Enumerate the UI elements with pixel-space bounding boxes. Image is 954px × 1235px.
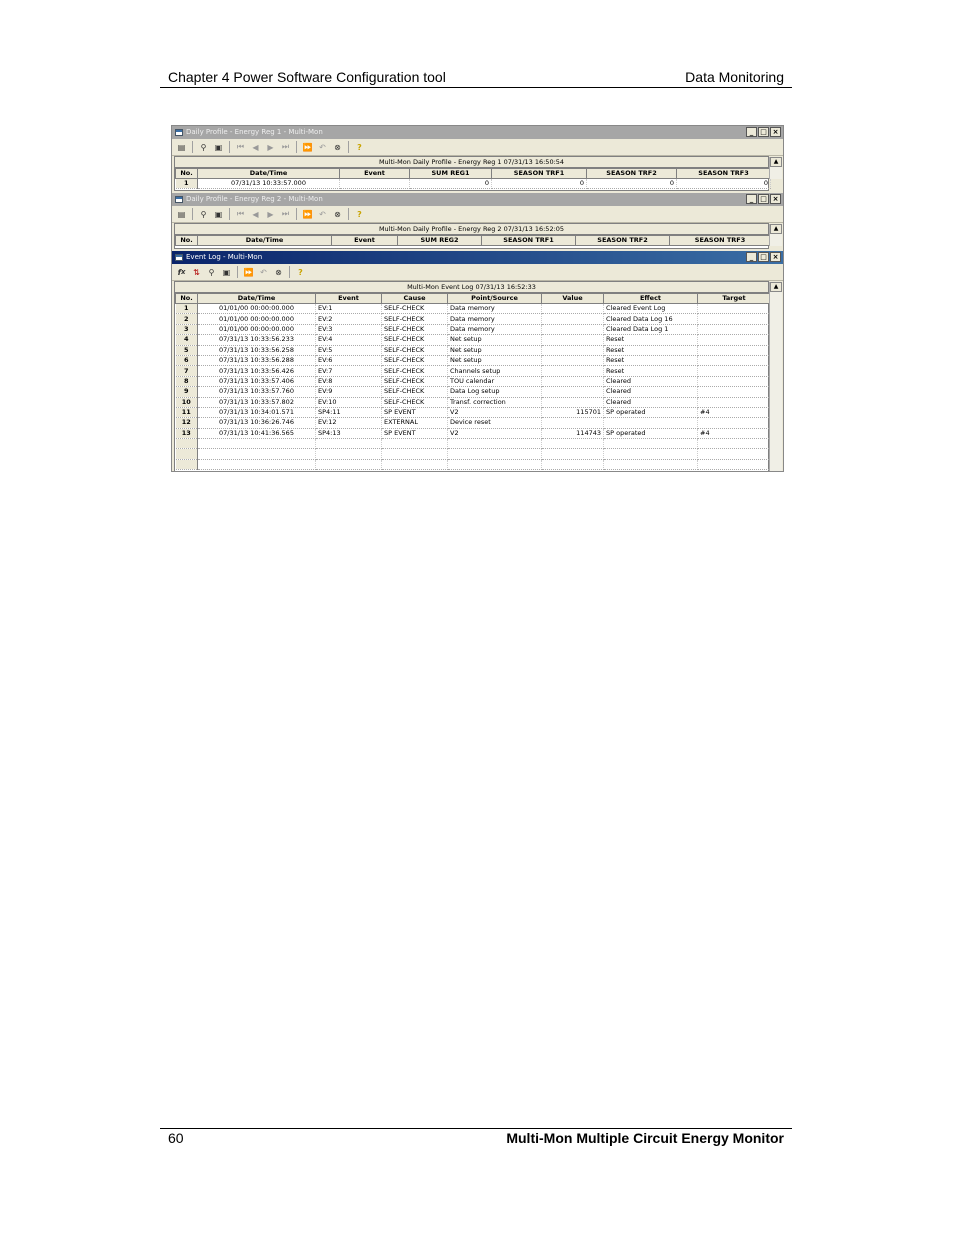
data-table-reg1: [175, 168, 771, 189]
row-number: 2: [176, 314, 198, 324]
cell-datetime: 07/31/13 10:41:36.565: [198, 428, 316, 438]
pin-icon[interactable]: ⚲: [200, 209, 207, 219]
cell-point-source: V2: [448, 407, 542, 417]
maximize-button[interactable]: □: [758, 127, 769, 137]
cell-datetime: 01/01/00 00:00:00.000: [198, 324, 316, 334]
cell-cause: SELF-CHECK: [382, 314, 448, 324]
table-header-row: [176, 294, 771, 304]
cell-point-source: Net setup: [448, 335, 542, 345]
cell-effect: Reset: [604, 366, 698, 376]
cell-datetime: 07/31/13 10:36:26.746: [198, 418, 316, 428]
cell-effect: SP operated: [604, 428, 698, 438]
cell-value: [542, 418, 604, 428]
cell-event: EV:3: [316, 324, 382, 334]
cell-cause: SP EVENT: [382, 428, 448, 438]
cell-datetime: 01/01/00 00:00:00.000: [198, 314, 316, 324]
table-row[interactable]: [176, 179, 771, 189]
cell-effect: SP operated: [604, 407, 698, 417]
cell-effect: Reset: [604, 345, 698, 355]
table-row[interactable]: [176, 459, 771, 469]
titlebar-reg1[interactable]: [172, 126, 783, 139]
window-daily-profile-reg2: [172, 193, 783, 251]
column-header[interactable]: Value: [542, 294, 604, 304]
cell-target: [698, 324, 771, 334]
column-header[interactable]: Effect: [604, 294, 698, 304]
table-row[interactable]: [176, 366, 771, 376]
row-number: 6: [176, 355, 198, 365]
window-app-icon: [175, 129, 183, 136]
table-row[interactable]: [176, 355, 771, 365]
stop-icon[interactable]: ⊗: [334, 209, 341, 219]
toolbar-separator: [192, 208, 193, 220]
cell-cause: SELF-CHECK: [382, 376, 448, 386]
table-row[interactable]: [176, 397, 771, 407]
window-app-icon: [175, 196, 183, 203]
cell-point-source: Channels setup: [448, 366, 542, 376]
cell-value: [542, 449, 604, 459]
row-number: 1: [176, 304, 198, 314]
column-header[interactable]: Date/Time: [198, 294, 316, 304]
table-header-row: [176, 169, 771, 179]
cell-value: [542, 459, 604, 469]
footer-rule: [160, 1128, 792, 1129]
cell-target: [698, 397, 771, 407]
stop-icon[interactable]: ⊗: [275, 267, 282, 277]
cell-effect: Reset: [604, 335, 698, 345]
cell-target: [698, 304, 771, 314]
scroll-up-icon[interactable]: ▲: [770, 282, 782, 292]
table-row[interactable]: [176, 314, 771, 324]
cell-point-source: Data memory: [448, 304, 542, 314]
cell-datetime: 07/31/13 10:33:57.760: [198, 387, 316, 397]
cell-cause: SELF-CHECK: [382, 355, 448, 365]
grid-title: Multi-Mon Daily Profile - Energy Reg 1 07/31/13 16:50:54: [175, 157, 768, 168]
cell-target: #4: [698, 428, 771, 438]
cell-cause: SELF-CHECK: [382, 387, 448, 397]
window-title: Daily Profile - Energy Reg 2 - Multi-Mon: [186, 195, 323, 203]
cell-effect: [604, 418, 698, 428]
column-header[interactable]: Event: [332, 236, 398, 246]
cell-datetime: [198, 459, 316, 469]
cell-datetime: 07/31/13 10:33:57.802: [198, 397, 316, 407]
column-header[interactable]: Cause: [382, 294, 448, 304]
vertical-scrollbar[interactable]: [769, 157, 782, 179]
cell-event: [316, 459, 382, 469]
table-row[interactable]: [176, 376, 771, 386]
prev-icon[interactable]: ◀: [252, 209, 259, 219]
grid-reg1: [174, 156, 769, 191]
sort-icon[interactable]: ⇅: [193, 267, 200, 277]
toolbar-event-log: [172, 264, 783, 281]
cell-target: [698, 418, 771, 428]
column-header[interactable]: No.: [176, 294, 198, 304]
settings-icon[interactable]: ▣: [214, 209, 223, 219]
window-title: Daily Profile - Energy Reg 1 - Multi-Mon: [186, 128, 323, 136]
cell-target: [698, 355, 771, 365]
cell-datetime: 07/31/13 10:33:56.288: [198, 355, 316, 365]
cell-value: [542, 397, 604, 407]
column-header[interactable]: No.: [176, 169, 198, 179]
row-number: [176, 459, 198, 469]
cell-target: [698, 366, 771, 376]
cell-event: [316, 449, 382, 459]
table-row[interactable]: [176, 439, 771, 449]
toolbar-reg2: [172, 206, 783, 223]
cell-value: 115701: [542, 407, 604, 417]
cell-cause: SELF-CHECK: [382, 345, 448, 355]
table-row[interactable]: [176, 418, 771, 428]
function-icon[interactable]: f x: [177, 267, 186, 277]
cell-point-source: [448, 449, 542, 459]
footer-product-title: Multi-Mon Multiple Circuit Energy Monitor: [506, 1130, 784, 1146]
column-header[interactable]: SEASON TRF1: [492, 169, 587, 179]
cell-event: [316, 439, 382, 449]
page-header: [168, 69, 784, 87]
cell-event: EV:9: [316, 387, 382, 397]
settings-icon[interactable]: ▣: [222, 267, 231, 277]
window-app-icon: [175, 254, 183, 261]
scroll-up-icon[interactable]: ▲: [770, 224, 782, 234]
cell-value: [542, 335, 604, 345]
column-header[interactable]: SEASON TRF2: [587, 169, 677, 179]
cell-point-source: Net setup: [448, 345, 542, 355]
cell-datetime: [198, 439, 316, 449]
cell-sum-reg1: 0: [410, 179, 492, 189]
cell-event: EV:7: [316, 366, 382, 376]
row-number: 8: [176, 376, 198, 386]
grid-title: Multi-Mon Daily Profile - Energy Reg 2 07/31/13 16:52:05: [175, 224, 768, 235]
cell-point-source: V2: [448, 428, 542, 438]
cell-cause: SELF-CHECK: [382, 397, 448, 407]
cell-point-source: TOU calendar: [448, 376, 542, 386]
toolbar-separator: [289, 266, 290, 278]
cell-datetime: [198, 449, 316, 459]
table-header-row: [176, 236, 771, 246]
page-number: 60: [168, 1130, 184, 1146]
row-number: 4: [176, 335, 198, 345]
cell-target: [698, 387, 771, 397]
cell-value: [542, 304, 604, 314]
page-header-section: Data Monitoring: [685, 69, 784, 85]
toolbar-separator: [296, 141, 297, 153]
cell-point-source: Device reset: [448, 418, 542, 428]
cell-point-source: Data Log setup: [448, 387, 542, 397]
cell-target: [698, 459, 771, 469]
next-icon[interactable]: ▶: [267, 142, 274, 152]
table-row[interactable]: [176, 345, 771, 355]
cell-point-source: Net setup: [448, 355, 542, 365]
column-header[interactable]: SEASON TRF3: [677, 169, 771, 179]
table-row[interactable]: [176, 387, 771, 397]
cell-effect: Cleared Data Log 16: [604, 314, 698, 324]
cell-event: [340, 179, 410, 189]
toolbar-reg1: [172, 139, 783, 156]
column-header[interactable]: Date/Time: [198, 236, 332, 246]
cell-event: EV:2: [316, 314, 382, 324]
row-number: [176, 449, 198, 459]
titlebar-event-log[interactable]: [172, 251, 783, 264]
next-icon[interactable]: ▶: [267, 209, 274, 219]
pin-icon[interactable]: ⚲: [208, 267, 215, 277]
toolbar-separator: [237, 266, 238, 278]
row-number: 7: [176, 366, 198, 376]
event-log-table: [175, 293, 771, 470]
cell-effect: [604, 449, 698, 459]
cell-effect: Cleared Event Log: [604, 304, 698, 314]
cell-point-source: [448, 459, 542, 469]
column-header[interactable]: SUM REG2: [398, 236, 482, 246]
last-icon[interactable]: ⏭: [281, 142, 290, 151]
cell-value: [542, 439, 604, 449]
last-icon[interactable]: ⏭: [281, 209, 290, 218]
help-icon[interactable]: ?: [357, 142, 362, 152]
cell-event: EV:1: [316, 304, 382, 314]
cell-event: EV:12: [316, 418, 382, 428]
cell-cause: [382, 459, 448, 469]
first-icon[interactable]: ⏮: [236, 142, 245, 151]
first-icon[interactable]: ⏮: [236, 209, 245, 218]
row-number: 13: [176, 428, 198, 438]
cell-datetime: 07/31/13 10:33:57.000: [198, 179, 340, 189]
undo-icon[interactable]: ↶: [319, 142, 326, 152]
page-header-chapter: Chapter 4 Power Software Configuration tool: [168, 69, 446, 85]
table-row[interactable]: [176, 407, 771, 417]
cell-datetime: 07/31/13 10:33:57.406: [198, 376, 316, 386]
close-button[interactable]: ×: [770, 127, 781, 137]
toolbar-separator: [229, 141, 230, 153]
column-header[interactable]: SEASON TRF2: [576, 236, 670, 246]
minimize-button[interactable]: _: [746, 252, 757, 262]
help-icon[interactable]: ?: [357, 209, 362, 219]
cell-effect: [604, 439, 698, 449]
help-icon[interactable]: ?: [298, 267, 303, 277]
cell-datetime: 01/01/00 00:00:00.000: [198, 304, 316, 314]
header-rule: [160, 87, 792, 88]
cell-value: 114743: [542, 428, 604, 438]
column-header[interactable]: SEASON TRF3: [670, 236, 771, 246]
cell-cause: [382, 449, 448, 459]
cell-target: [698, 335, 771, 345]
maximize-button[interactable]: □: [758, 252, 769, 262]
cell-target: #4: [698, 407, 771, 417]
toolbar-separator: [296, 208, 297, 220]
prev-icon[interactable]: ◀: [252, 142, 259, 152]
cell-target: [698, 376, 771, 386]
cell-effect: Cleared: [604, 376, 698, 386]
vertical-scrollbar[interactable]: [769, 282, 782, 471]
column-header[interactable]: No.: [176, 236, 198, 246]
cell-cause: SELF-CHECK: [382, 335, 448, 345]
minimize-button[interactable]: _: [746, 127, 757, 137]
cell-cause: SELF-CHECK: [382, 304, 448, 314]
chart-icon[interactable]: ▤: [177, 142, 186, 152]
cell-point-source: [448, 439, 542, 449]
cell-cause: SELF-CHECK: [382, 324, 448, 334]
close-button[interactable]: ×: [770, 194, 781, 204]
chart-icon[interactable]: ▤: [177, 209, 186, 219]
screenshot: [171, 125, 784, 472]
cell-season-trf2: 0: [587, 179, 677, 189]
cell-effect: Cleared Data Log 1: [604, 324, 698, 334]
row-number: 1: [176, 179, 198, 189]
cell-event: EV:5: [316, 345, 382, 355]
grid-reg2: [174, 223, 769, 249]
cell-event: EV:6: [316, 355, 382, 365]
scroll-up-icon[interactable]: ▲: [770, 157, 782, 167]
fast-forward-icon[interactable]: ⏩: [302, 209, 313, 219]
vertical-scrollbar[interactable]: [769, 224, 782, 246]
toolbar-separator: [229, 208, 230, 220]
cell-point-source: Data memory: [448, 324, 542, 334]
table-row[interactable]: [176, 324, 771, 334]
row-number: 5: [176, 345, 198, 355]
column-header[interactable]: SUM REG1: [410, 169, 492, 179]
cell-target: [698, 345, 771, 355]
undo-icon[interactable]: ↶: [260, 267, 267, 277]
cell-target: [698, 314, 771, 324]
cell-value: [542, 324, 604, 334]
table-row[interactable]: [176, 335, 771, 345]
row-number: 11: [176, 407, 198, 417]
grid-event-log: [174, 281, 769, 472]
cell-event: EV:4: [316, 335, 382, 345]
toolbar-separator: [348, 141, 349, 153]
cell-cause: EXTERNAL: [382, 418, 448, 428]
toolbar-separator: [348, 208, 349, 220]
titlebar-reg2[interactable]: [172, 193, 783, 206]
cell-point-source: Data memory: [448, 314, 542, 324]
row-number: [176, 439, 198, 449]
window-title: Event Log - Multi-Mon: [186, 253, 263, 261]
cell-cause: SELF-CHECK: [382, 366, 448, 376]
cell-datetime: 07/31/13 10:33:56.426: [198, 366, 316, 376]
column-header[interactable]: Target: [698, 294, 771, 304]
cell-datetime: 07/31/13 10:34:01.571: [198, 407, 316, 417]
settings-icon[interactable]: ▣: [214, 142, 223, 152]
cell-effect: Cleared: [604, 387, 698, 397]
column-header[interactable]: Date/Time: [198, 169, 340, 179]
cell-event: EV:8: [316, 376, 382, 386]
cell-season-trf1: 0: [492, 179, 587, 189]
row-number: 9: [176, 387, 198, 397]
stop-icon[interactable]: ⊗: [334, 142, 341, 152]
cell-season-trf3: 0: [677, 179, 771, 189]
cell-cause: [382, 439, 448, 449]
cell-datetime: 07/31/13 10:33:56.258: [198, 345, 316, 355]
cell-event: SP4:13: [316, 428, 382, 438]
cell-point-source: Transf. correction: [448, 397, 542, 407]
maximize-button[interactable]: □: [758, 194, 769, 204]
cell-event: EV:10: [316, 397, 382, 407]
grid-title: Multi-Mon Event Log 07/31/13 16:52:33: [175, 282, 768, 293]
undo-icon[interactable]: ↶: [319, 209, 326, 219]
toolbar-separator: [192, 141, 193, 153]
table-row[interactable]: [176, 428, 771, 438]
table-row[interactable]: [176, 304, 771, 314]
cell-value: [542, 355, 604, 365]
cell-value: [542, 314, 604, 324]
column-header[interactable]: SEASON TRF1: [482, 236, 576, 246]
fast-forward-icon[interactable]: ⏩: [302, 142, 313, 152]
pin-icon[interactable]: ⚲: [200, 142, 207, 152]
cell-target: [698, 449, 771, 459]
minimize-button[interactable]: _: [746, 194, 757, 204]
cell-effect: Cleared: [604, 397, 698, 407]
column-header[interactable]: Event: [316, 294, 382, 304]
window-event-log: [172, 251, 783, 472]
row-number: 10: [176, 397, 198, 407]
close-button[interactable]: ×: [770, 252, 781, 262]
cell-event: SP4:11: [316, 407, 382, 417]
table-row[interactable]: [176, 449, 771, 459]
column-header[interactable]: Point/Source: [448, 294, 542, 304]
cell-value: [542, 366, 604, 376]
cell-datetime: 07/31/13 10:33:56.233: [198, 335, 316, 345]
cell-cause: SP EVENT: [382, 407, 448, 417]
cell-value: [542, 376, 604, 386]
cell-effect: [604, 459, 698, 469]
row-number: 12: [176, 418, 198, 428]
data-table-reg2: [175, 235, 771, 246]
column-header[interactable]: Event: [340, 169, 410, 179]
cell-value: [542, 345, 604, 355]
cell-target: [698, 439, 771, 449]
window-daily-profile-reg1: [172, 126, 783, 193]
page-footer: [168, 1130, 784, 1148]
cell-effect: Reset: [604, 355, 698, 365]
cell-value: [542, 387, 604, 397]
row-number: 3: [176, 324, 198, 334]
fast-forward-icon[interactable]: ⏩: [243, 267, 254, 277]
